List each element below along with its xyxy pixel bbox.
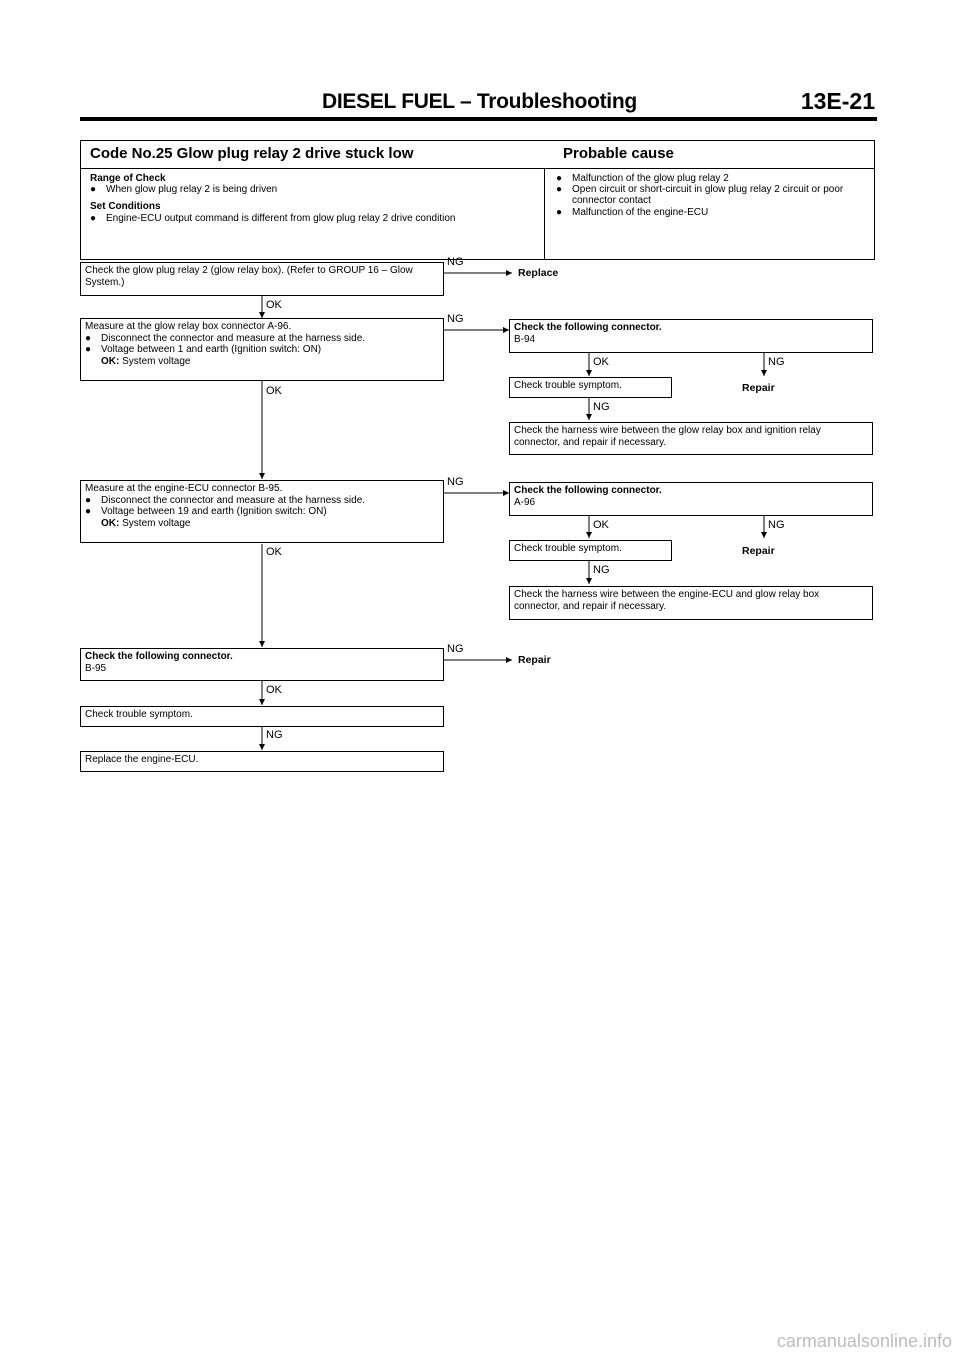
ng-label: NG xyxy=(768,356,785,368)
ok-label: OK xyxy=(593,356,609,368)
cause-item: ● Malfunction of the engine-ECU xyxy=(556,206,709,218)
set-conditions-label: Set Conditions xyxy=(90,201,161,213)
ok-label: OK xyxy=(266,684,282,696)
check-harness-glow-relay-ignition: Check the harness wire between the glow relay box and ignition relay connector, and repair if necessary. xyxy=(509,422,873,455)
ok-label: OK xyxy=(593,519,609,531)
step-item: ● Disconnect the connector and measure at the harness side. xyxy=(85,332,366,344)
check-harness-ecu-glow-relay: Check the harness wire between the engine-ECU and glow relay box connector, and repair if necessary. xyxy=(509,586,873,620)
result-repair: Repair xyxy=(742,545,775,557)
step-item: ● Voltage between 19 and earth (Ignition switch: ON) xyxy=(85,506,327,517)
page-number: 13E-21 xyxy=(800,88,875,114)
step-check-connector-b95: Check the following connector. B-95 xyxy=(80,648,444,681)
step-measure-glow-relay-connector: Measure at the glow relay box connector A-96. ● Disconnect the connector and measure at the harness side. ● Voltage between 1 and earth (Ignition switch: ON) OK: System voltage xyxy=(80,318,444,381)
ng-label: NG xyxy=(593,401,610,413)
ng-label: NG xyxy=(447,256,464,268)
ng-label: NG xyxy=(447,476,464,488)
code-title: Code No.25 Glow plug relay 2 drive stuck low xyxy=(90,145,414,162)
range-item: ● When glow plug relay 2 is being driven xyxy=(90,184,278,196)
ok-label: OK xyxy=(266,385,282,397)
step-item: ● Disconnect the connector and measure at the harness side. xyxy=(85,494,366,506)
ng-label: NG xyxy=(447,313,464,325)
ok-label: OK xyxy=(266,299,282,311)
ok-label: OK xyxy=(266,546,282,558)
step-measure-engine-ecu-connector: Measure at the engine-ECU connector B-95. ● Disconnect the connector and measure at the harness side. ● Voltage between 19 and earth (Ignition switch: ON) OK: System voltage xyxy=(80,480,444,543)
set-condition-item: ● Engine-ECU output command is different from glow plug relay 2 drive condition xyxy=(90,212,456,224)
ng-label: NG xyxy=(768,519,785,531)
result-replace: Replace xyxy=(518,267,559,279)
step-item: ● Voltage between 1 and earth (Ignition switch: ON) xyxy=(85,344,322,355)
result-repair: Repair xyxy=(518,654,551,666)
ng-label: NG xyxy=(593,564,610,576)
step-check-trouble-symptom: Check trouble symptom. xyxy=(80,706,444,727)
probable-cause-title: Probable cause xyxy=(563,145,674,162)
cause-item: ● Malfunction of the glow plug relay 2 xyxy=(556,173,729,184)
result-repair: Repair xyxy=(742,382,775,394)
cause-item: ● Open circuit or short-circuit in glow plug relay 2 circuit or poor connector contact xyxy=(556,184,844,207)
page-title: DIESEL FUEL – Troubleshooting xyxy=(322,90,637,113)
range-of-check-label: Range of Check xyxy=(90,173,166,184)
ng-label: NG xyxy=(447,643,464,655)
ng-label: NG xyxy=(266,729,283,741)
step-replace-engine-ecu: Replace the engine-ECU. xyxy=(80,751,444,772)
check-connector-b94: Check the following connector. B-94 xyxy=(509,319,873,353)
watermark: carmanualsonline.info xyxy=(776,1331,952,1351)
check-trouble-symptom: Check trouble symptom. xyxy=(509,377,672,398)
check-connector-a96: Check the following connector. A-96 xyxy=(509,482,873,516)
check-trouble-symptom: Check trouble symptom. xyxy=(509,540,672,561)
step-check-glow-plug-relay: Check the glow plug relay 2 (glow relay box). (Refer to GROUP 16 – Glow System.) xyxy=(80,262,444,296)
